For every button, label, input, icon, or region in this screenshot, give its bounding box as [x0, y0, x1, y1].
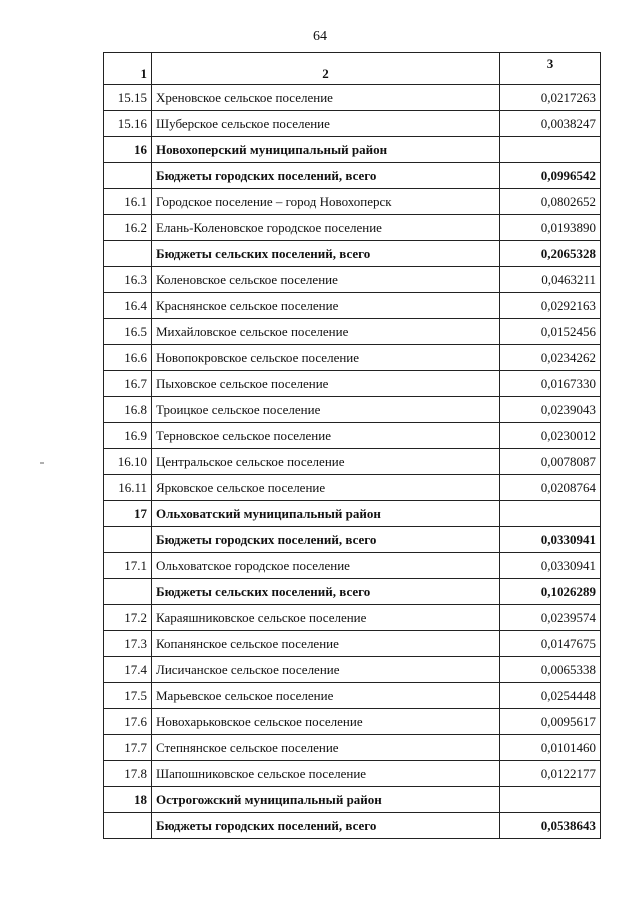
- row-number-cell: 16.11: [104, 475, 152, 501]
- page-number: 64: [313, 29, 327, 44]
- row-number-cell: 16.7: [104, 371, 152, 397]
- table-row-subtotal: [104, 579, 601, 605]
- table-row: [104, 553, 601, 579]
- row-number-cell: 16.2: [104, 215, 152, 241]
- row-number-cell: 16.9: [104, 423, 152, 449]
- table-row: [104, 85, 601, 111]
- row-number-cell: 18: [104, 787, 152, 813]
- table-row-subtotal: [104, 787, 601, 813]
- row-name-cell: Бюджеты сельских поселений, всего: [152, 241, 500, 267]
- row-number-cell: 17.3: [104, 631, 152, 657]
- row-value-cell: [500, 137, 601, 163]
- row-name-cell: Ольховатское городское поселение: [152, 553, 500, 579]
- row-name-cell: Михайловское сельское поселение: [152, 319, 500, 345]
- table-row-subtotal: [104, 137, 601, 163]
- row-name-cell: Центральское сельское поселение: [152, 449, 500, 475]
- row-value-cell: 0,0996542: [500, 163, 601, 189]
- row-number-cell: 17.8: [104, 761, 152, 787]
- row-value-cell: 0,0147675: [500, 631, 601, 657]
- row-value-cell: [500, 787, 601, 813]
- table-row: [104, 397, 601, 423]
- row-number-cell: [104, 813, 152, 839]
- row-number-cell: 17.7: [104, 735, 152, 761]
- row-value-cell: 0,0802652: [500, 189, 601, 215]
- table-row-subtotal: [104, 527, 601, 553]
- row-name-cell: Терновское сельское поселение: [152, 423, 500, 449]
- table-row: [104, 189, 601, 215]
- table-body: [104, 53, 601, 839]
- row-name-cell: Коленовское сельское поселение: [152, 267, 500, 293]
- table-row: [104, 215, 601, 241]
- row-number-cell: 16.3: [104, 267, 152, 293]
- table-row: [104, 605, 601, 631]
- row-value-cell: 0,0330941: [500, 527, 601, 553]
- column-header-value: 3: [500, 53, 601, 85]
- row-value-cell: 0,0095617: [500, 709, 601, 735]
- row-name-cell: Бюджеты сельских поселений, всего: [152, 579, 500, 605]
- row-name-cell: Копанянское сельское поселение: [152, 631, 500, 657]
- budget-distribution-table: [103, 52, 601, 839]
- row-number-cell: 16.4: [104, 293, 152, 319]
- row-value-cell: 0,1026289: [500, 579, 601, 605]
- table-row: [104, 345, 601, 371]
- row-number-cell: 17.4: [104, 657, 152, 683]
- row-value-cell: 0,2065328: [500, 241, 601, 267]
- table-row: [104, 631, 601, 657]
- table-row: [104, 475, 601, 501]
- table-row: [104, 657, 601, 683]
- row-name-cell: Острогожский муниципальный район: [152, 787, 500, 813]
- row-number-cell: 16.1: [104, 189, 152, 215]
- table-row: [104, 111, 601, 137]
- table-row: [104, 267, 601, 293]
- row-value-cell: 0,0234262: [500, 345, 601, 371]
- row-name-cell: Краснянское сельское поселение: [152, 293, 500, 319]
- row-name-cell: Хреновское сельское поселение: [152, 85, 500, 111]
- row-number-cell: 15.15: [104, 85, 152, 111]
- row-value-cell: 0,0230012: [500, 423, 601, 449]
- row-value-cell: 0,0239043: [500, 397, 601, 423]
- row-name-cell: Караяшниковское сельское поселение: [152, 605, 500, 631]
- table-row: [104, 761, 601, 787]
- row-value-cell: 0,0193890: [500, 215, 601, 241]
- row-value-cell: 0,0122177: [500, 761, 601, 787]
- row-value-cell: 0,0217263: [500, 85, 601, 111]
- table-row: [104, 293, 601, 319]
- row-value-cell: 0,0463211: [500, 267, 601, 293]
- row-value-cell: 0,0101460: [500, 735, 601, 761]
- row-number-cell: 16.6: [104, 345, 152, 371]
- row-number-cell: 17.6: [104, 709, 152, 735]
- row-name-cell: Бюджеты городских поселений, всего: [152, 163, 500, 189]
- row-name-cell: Ольховатский муниципальный район: [152, 501, 500, 527]
- row-number-cell: 17.2: [104, 605, 152, 631]
- table-row: [104, 735, 601, 761]
- row-number-cell: [104, 241, 152, 267]
- table-header-row: [104, 53, 601, 85]
- row-name-cell: Шуберское сельское поселение: [152, 111, 500, 137]
- row-number-cell: 16.5: [104, 319, 152, 345]
- table-row-subtotal: [104, 241, 601, 267]
- row-name-cell: Степнянское сельское поселение: [152, 735, 500, 761]
- row-value-cell: 0,0078087: [500, 449, 601, 475]
- row-value-cell: 0,0152456: [500, 319, 601, 345]
- row-name-cell: Шапошниковское сельское поселение: [152, 761, 500, 787]
- row-name-cell: Новохарьковское сельское поселение: [152, 709, 500, 735]
- row-name-cell: Марьевское сельское поселение: [152, 683, 500, 709]
- row-value-cell: 0,0239574: [500, 605, 601, 631]
- row-number-cell: 16: [104, 137, 152, 163]
- table-row-subtotal: [104, 501, 601, 527]
- row-number-cell: 17.1: [104, 553, 152, 579]
- row-name-cell: Городское поселение – город Новохоперск: [152, 189, 500, 215]
- row-number-cell: [104, 163, 152, 189]
- row-name-cell: Бюджеты городских поселений, всего: [152, 813, 500, 839]
- row-name-cell: Троицкое сельское поселение: [152, 397, 500, 423]
- row-value-cell: 0,0254448: [500, 683, 601, 709]
- table-row: [104, 371, 601, 397]
- row-value-cell: 0,0208764: [500, 475, 601, 501]
- row-name-cell: Лисичанское сельское поселение: [152, 657, 500, 683]
- table-row: [104, 319, 601, 345]
- table-row: [104, 423, 601, 449]
- table-row-subtotal: [104, 813, 601, 839]
- row-name-cell: Новопокровское сельское поселение: [152, 345, 500, 371]
- table-row-subtotal: [104, 163, 601, 189]
- row-name-cell: Бюджеты городских поселений, всего: [152, 527, 500, 553]
- table-row: [104, 449, 601, 475]
- row-number-cell: 17: [104, 501, 152, 527]
- row-value-cell: 0,0330941: [500, 553, 601, 579]
- row-number-cell: 16.8: [104, 397, 152, 423]
- row-number-cell: [104, 527, 152, 553]
- row-value-cell: 0,0065338: [500, 657, 601, 683]
- row-number-cell: 17.5: [104, 683, 152, 709]
- row-value-cell: 0,0538643: [500, 813, 601, 839]
- row-name-cell: Пыховское сельское поселение: [152, 371, 500, 397]
- row-value-cell: 0,0292163: [500, 293, 601, 319]
- table-row: [104, 683, 601, 709]
- table-row: [104, 709, 601, 735]
- row-value-cell: 0,0038247: [500, 111, 601, 137]
- row-value-cell: [500, 501, 601, 527]
- row-number-cell: [104, 579, 152, 605]
- row-name-cell: Ярковское сельское поселение: [152, 475, 500, 501]
- row-number-cell: 16.10: [104, 449, 152, 475]
- row-name-cell: Елань-Коленовское городское поселение: [152, 215, 500, 241]
- column-header-name: 2: [152, 53, 500, 85]
- scan-mark: [40, 462, 44, 464]
- row-number-cell: 15.16: [104, 111, 152, 137]
- row-name-cell: Новохоперский муниципальный район: [152, 137, 500, 163]
- row-value-cell: 0,0167330: [500, 371, 601, 397]
- column-header-number: 1: [104, 53, 152, 85]
